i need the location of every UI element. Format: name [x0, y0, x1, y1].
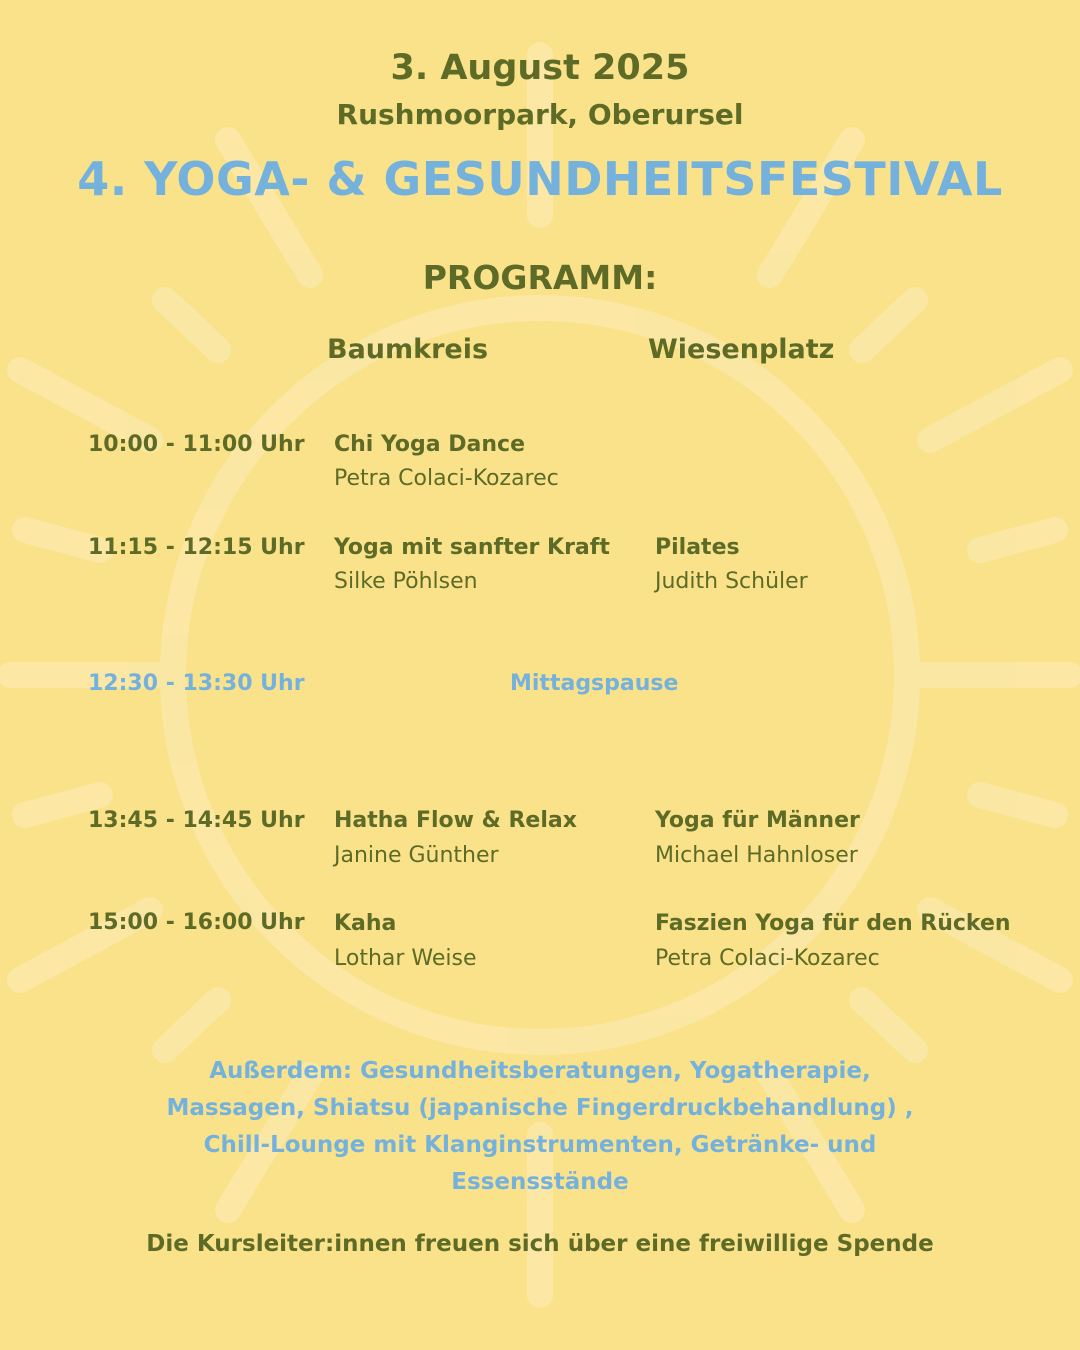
course-title: Kaha [334, 911, 397, 936]
event-venue: Rushmoorpark, Oberursel [336, 98, 744, 131]
course-teacher: Silke Pöhlsen [334, 569, 478, 594]
course-title: Yoga für Männer [655, 808, 860, 833]
donation-note: Die Kursleiter:innen freuen sich über eine freiwillige Spende [146, 1231, 934, 1257]
course-title: Hatha Flow & Relax [334, 808, 577, 833]
event-date: 3. August 2025 [390, 48, 690, 88]
course-title: Faszien Yoga für den Rücken [655, 911, 1011, 936]
course-teacher: Lothar Weise [334, 946, 477, 971]
course-title: Chi Yoga Dance [334, 432, 526, 457]
slot-time: 10:00 - 11:00 Uhr [88, 432, 305, 457]
course-teacher: Janine Günther [334, 843, 499, 868]
column-header-wiesenplatz: Wiesenplatz [648, 334, 835, 365]
slot-time: 11:15 - 12:15 Uhr [88, 535, 305, 560]
slot-time: 13:45 - 14:45 Uhr [88, 808, 305, 833]
course-teacher: Petra Colaci-Kozarec [334, 466, 559, 491]
course-title: Yoga mit sanfter Kraft [334, 535, 610, 560]
slot-time: 12:30 - 13:30 Uhr [88, 671, 305, 696]
course-teacher: Michael Hahnloser [655, 843, 858, 868]
additional-offerings: Außerdem: Gesundheitsberatungen, Yogatherapie, Massagen, Shiatsu (japanische Fingerdruckbehandlung) , Chill-Lounge mit Klanginstrumenten, Getränke- und Essensstände [166, 1058, 914, 1195]
slot-time: 15:00 - 16:00 Uhr [88, 910, 305, 935]
course-teacher: Petra Colaci-Kozarec [655, 946, 880, 971]
program-heading: PROGRAMM: [422, 258, 658, 297]
course-title: Pilates [655, 535, 740, 560]
column-header-baumkreis: Baumkreis [327, 334, 489, 365]
festival-title: 4. YOGA- & GESUNDHEITSFESTIVAL [77, 152, 1003, 206]
lunch-break-label: Mittagspause [510, 671, 679, 696]
course-teacher: Judith Schüler [655, 569, 808, 594]
